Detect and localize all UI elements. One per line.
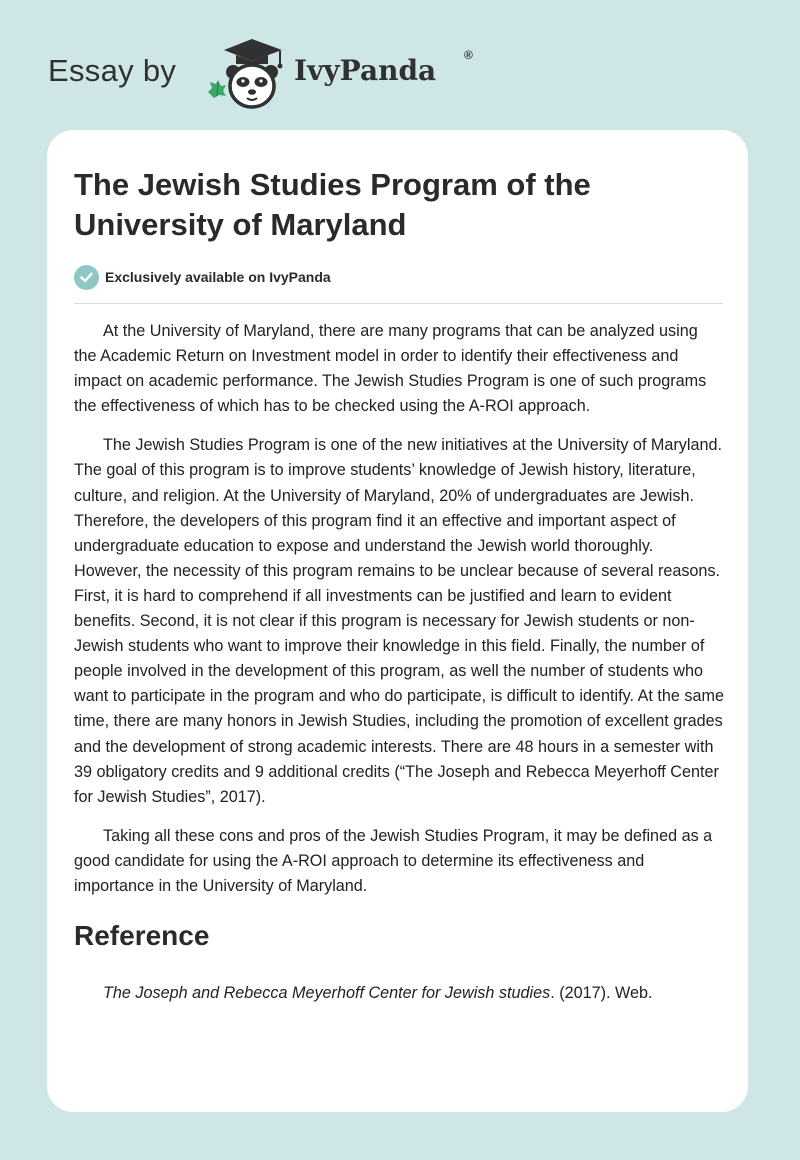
brand-header [48,34,508,114]
brand-name: IvyPanda [294,54,437,87]
divider [74,303,723,304]
reference-details: . (2017). Web. [550,984,653,1002]
reference-entry [103,981,723,1006]
essay-card [47,130,748,1112]
ivy-leaf-icon [208,80,226,98]
reference-title: The Joseph and Rebecca Meyerhoff Center for Jewish studies [103,984,551,1002]
paragraph: The Jewish Studies Program is one of the new initiatives at the University of Maryland. The goal of this program is to improve students’ knowledge of Jewish history, literature, culture, and religion. At the University of Maryland, 20% of undergraduates are Jewish. Therefore, the developers of this program find it an effective and important aspect of undergraduate education to expose and understand the Jewish world thoroughly. However, the necessity of this program remains to be unclear because of several reasons. First, it is hard to comprehend if all investments can be justified and learn to evident benefits. Second, it is not clear if this program is necessary for Jewish students or non-Jewish students who want to improve their knowledge in this field. Finally, the number of people involved in the development of this program, as well the number of students who want to participate in the program and who do participate, is difficult to identify. At the same time, there are many honors in Jewish Studies, including the promotion of excellent grades and the development of strong academic interests. There are 48 hours in a semester with 39 obligatory credits and 9 additional credits (“The Joseph and Rebecca Meyerhoff Center for Jewish Studies”, 2017). [74,436,724,806]
ivypanda-logo-icon[interactable] [202,36,294,110]
essay-title: The Jewish Studies Program of the University of Maryland [74,167,591,242]
paragraph: Taking all these cons and pros of the Jewish Studies Program, it may be defined as a good candidate for using the A-ROI approach to determine its effectiveness and importance in the University of Maryland. [74,826,713,895]
exclusive-badge [74,264,331,290]
registered-mark: ® [464,48,473,62]
brand-prefix: Essay by [48,53,177,88]
reference-heading: Reference [74,920,210,951]
essay-body [74,319,724,913]
check-circle-icon [74,265,99,290]
badge-text: Exclusively available on IvyPanda [105,269,331,285]
paragraph: At the University of Maryland, there are many programs that can be analyzed using the Academic Return on Investment model in order to identify their effectiveness and impact on academic performance. The Jewish Studies Program is one of such programs the effectiveness of which has to be checked using the A-ROI approach. [74,322,707,416]
